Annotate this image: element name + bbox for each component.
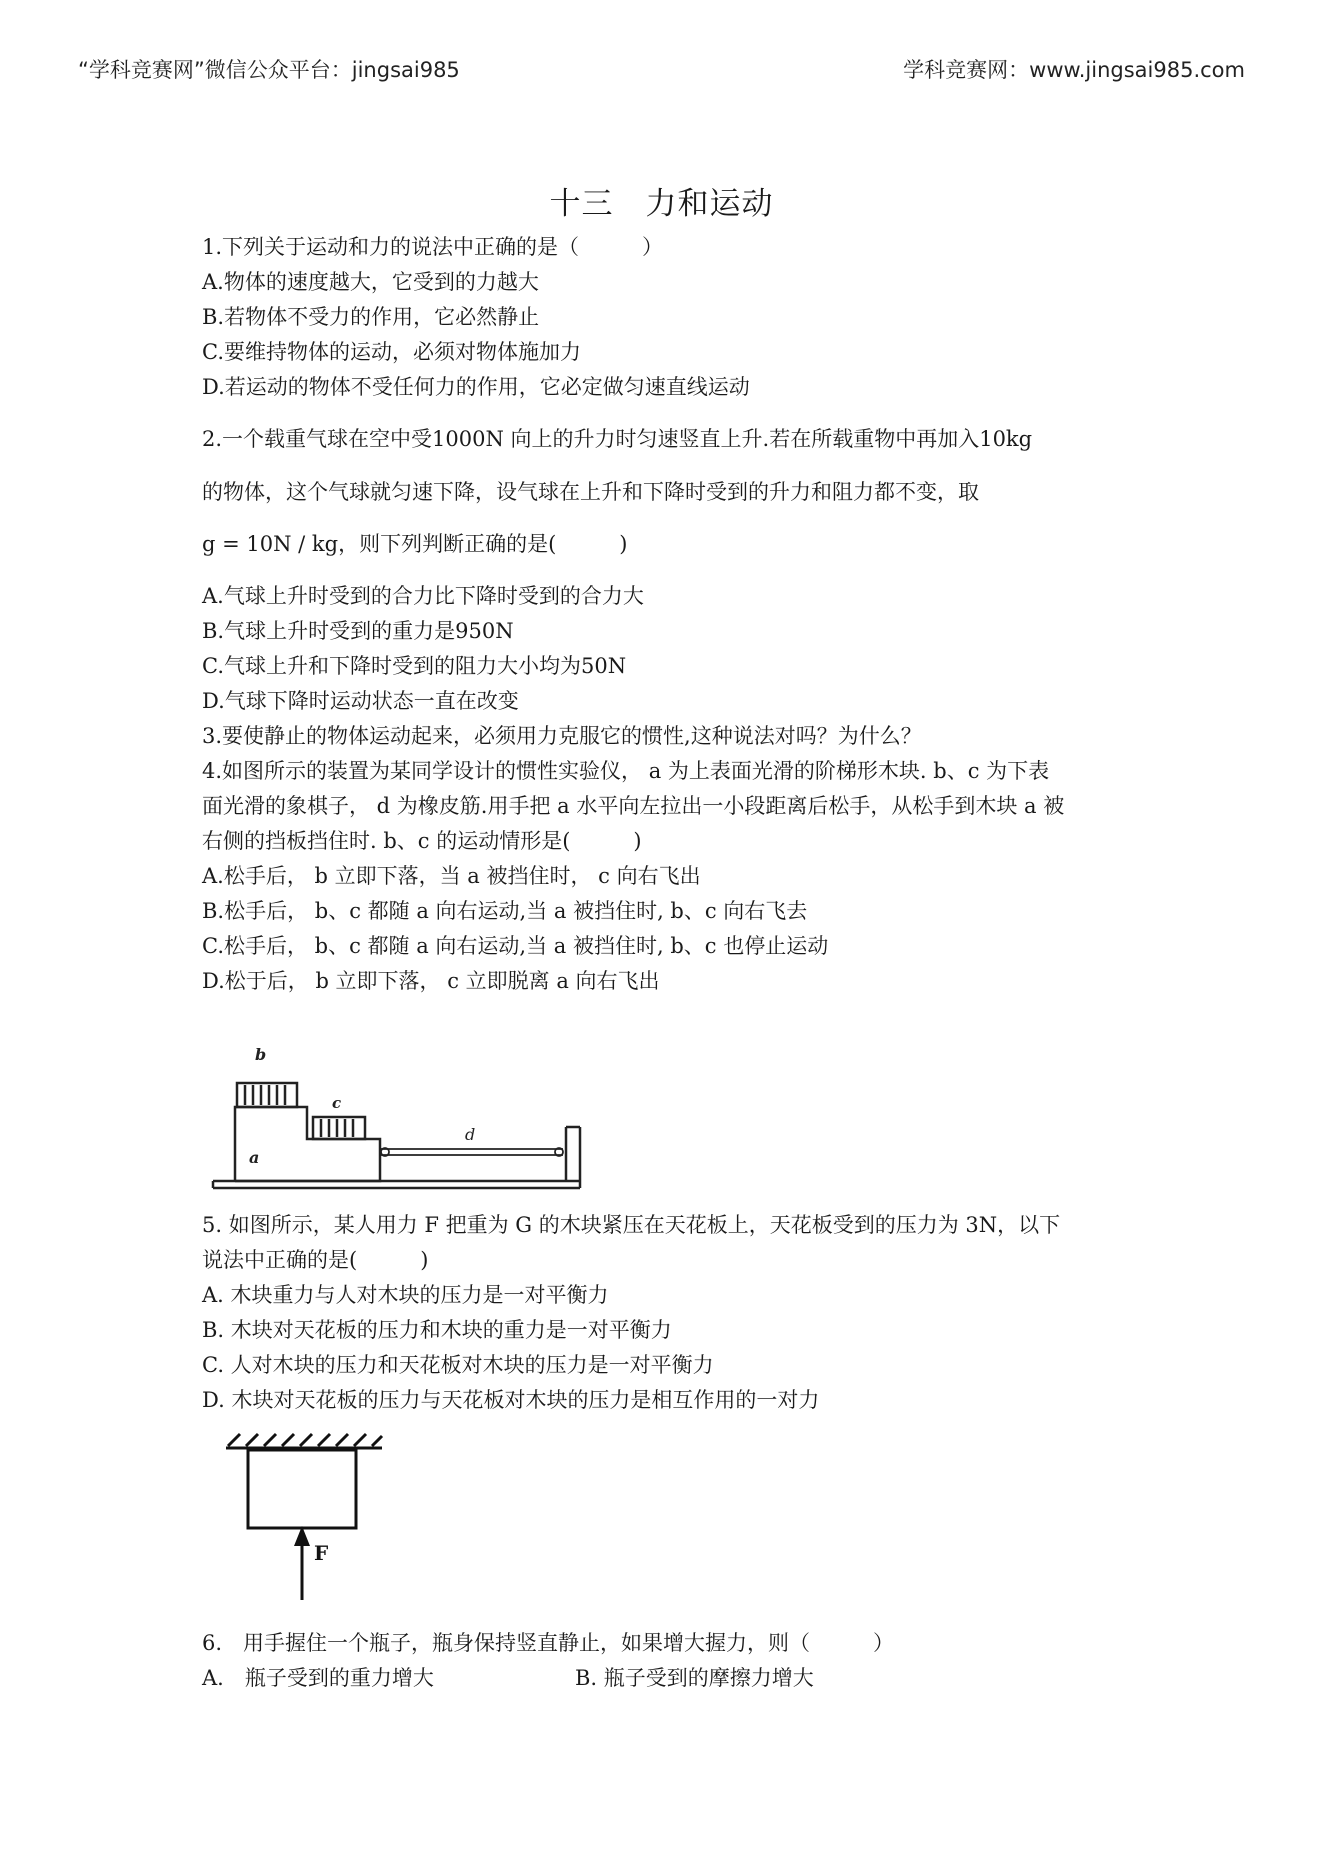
q4-figure-label-a: a (249, 1148, 260, 1167)
q2-option-a: A.气球上升时受到的合力比下降时受到的合力大 (202, 584, 644, 608)
q2-line3: g = 10N / kg，则下列判断正确的是( ) (202, 532, 628, 556)
q6-option-b: B. 瓶子受到的摩擦力增大 (575, 1666, 814, 1690)
q4-figure-label-d: d (465, 1125, 476, 1144)
q5-line2: 说法中正确的是( ) (202, 1248, 429, 1272)
q2-option-b: B.气球上升时受到的重力是950N (202, 619, 514, 643)
q2-option-d: D.气球下降时运动状态一直在改变 (202, 689, 519, 713)
q6-option-a: A. 瓶子受到的重力增大 (202, 1666, 434, 1690)
q3-stem: 3.要使静止的物体运动起来，必须用力克服它的惯性,这种说法对吗？为什么？ (202, 724, 922, 748)
q4-line1: 4.如图所示的装置为某同学设计的惯性实验仪， a 为上表面光滑的阶梯形木块. b、c 为下表 (202, 759, 1050, 783)
q2-line2: 的物体，这个气球就匀速下降，设气球在上升和下降时受到的升力和阻力都不变，取 (202, 480, 979, 504)
q4-line3: 右侧的挡板挡住时. b、c 的运动情形是( ) (202, 829, 642, 853)
q2-option-c: C.气球上升和下降时受到的阻力大小均为50N (202, 654, 627, 678)
q1-option-c: C.要维持物体的运动，必须对物体施加力 (202, 340, 581, 364)
q5-option-c: C. 人对木块的压力和天花板对木块的压力是一对平衡力 (202, 1353, 714, 1377)
q5-ceiling-block-figure (222, 1430, 422, 1610)
q1-option-d: D.若运动的物体不受任何力的作用，它必定做匀速直线运动 (202, 375, 750, 399)
q1-option-a: A.物体的速度越大，它受到的力越大 (202, 270, 539, 294)
q4-option-c: C.松手后， b、c 都随 a 向右运动,当 a 被挡住时, b、c 也停止运动 (202, 934, 829, 958)
q5-figure-force-label: F (314, 1541, 329, 1565)
q4-option-d: D.松于后， b 立即下落， c 立即脱离 a 向右飞出 (202, 969, 660, 993)
q5-option-a: A. 木块重力与人对木块的压力是一对平衡力 (202, 1283, 609, 1307)
q2-line1: 2.一个载重气球在空中受1000N 向上的升力时匀速竖直上升.若在所载重物中再加入10kg (202, 427, 1033, 451)
header-right[interactable]: 学科竞赛网：www.jingsai985.com (903, 58, 1245, 82)
q4-option-a: A.松手后， b 立即下落，当 a 被挡住时， c 向右飞出 (202, 864, 701, 888)
q1-stem: 1.下列关于运动和力的说法中正确的是（ ） (202, 235, 664, 259)
q5-option-b: B. 木块对天花板的压力和木块的重力是一对平衡力 (202, 1318, 672, 1342)
q4-line2: 面光滑的象棋子， d 为橡皮筋.用手把 a 水平向左拉出一小段距离后松手，从松手到木块 a 被 (202, 794, 1065, 818)
q5-option-d: D. 木块对天花板的压力与天花板对木块的压力是相互作用的一对力 (202, 1388, 820, 1412)
q5-line1: 5. 如图所示，某人用力 F 把重为 G 的木块紧压在天花板上，天花板受到的压力为 3N，以下 (202, 1213, 1061, 1237)
q1-option-b: B.若物体不受力的作用，它必然静止 (202, 305, 540, 329)
q6-stem: 6. 用手握住一个瓶子，瓶身保持竖直静止，如果增大握力，则（ ） (202, 1631, 895, 1655)
header-left: “学科竞赛网”微信公众平台：jingsai985 (78, 58, 460, 82)
q4-option-b: B.松手后， b、c 都随 a 向右运动,当 a 被挡住时, b、c 向右飞去 (202, 899, 808, 923)
page-title: 十三 力和运动 (549, 186, 774, 222)
q4-figure-label-c: c (332, 1094, 342, 1112)
q4-figure-label-b: b (255, 1045, 267, 1064)
q4-inertia-apparatus-figure (205, 1035, 605, 1200)
